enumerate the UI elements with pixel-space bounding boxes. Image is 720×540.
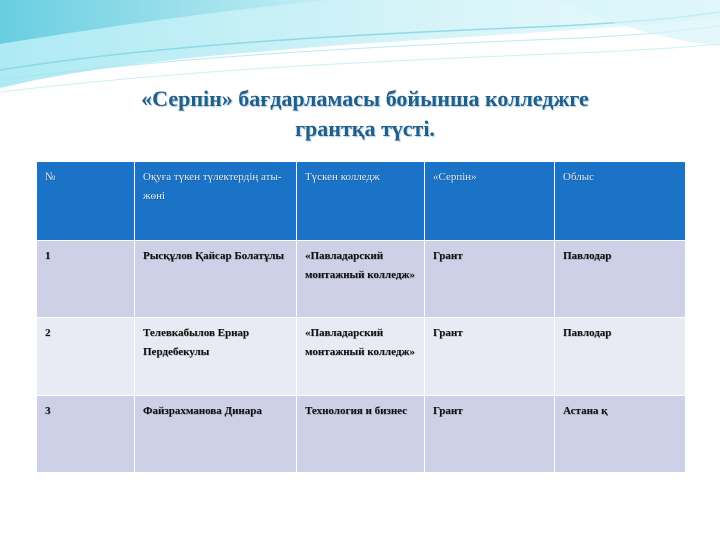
cell-student-name: Телевкабылов Ернар Пердебекулы	[135, 318, 297, 395]
cell-serpin: Грант	[425, 395, 555, 472]
cell-college: «Павладарский монтажный колледж»	[297, 241, 425, 318]
cell-college: Технология и бизнес	[297, 395, 425, 472]
header-number: №	[37, 162, 135, 241]
header-student-name: Оқуға түкен түлектердің аты-жөні	[135, 162, 297, 241]
header-college: Түскен колледж	[297, 162, 425, 241]
table-row	[37, 395, 686, 472]
cell-college: «Павладарский монтажный колледж»	[297, 318, 425, 395]
cell-number: 2	[37, 318, 135, 395]
cell-number: 3	[37, 395, 135, 472]
table-header-row	[37, 162, 686, 241]
table-row	[37, 241, 686, 318]
header-serpin: «Серпін»	[425, 162, 555, 241]
title-line-1: «Серпін» бағдарламасы бойынша колледжге	[141, 86, 589, 111]
cell-serpin: Грант	[425, 241, 555, 318]
cell-student-name: Рысқұлов Қайсар Болатұлы	[135, 241, 297, 318]
page-title	[40, 84, 690, 144]
cell-student-name: Файзрахманова Динара	[135, 395, 297, 472]
title-line-2: грантқа түсті.	[295, 116, 435, 141]
cell-number: 1	[37, 241, 135, 318]
cell-region: Астана қ	[555, 395, 686, 472]
grant-table	[36, 161, 686, 473]
table-row	[37, 318, 686, 395]
cell-serpin: Грант	[425, 318, 555, 395]
cell-region: Павлодар	[555, 318, 686, 395]
cell-region: Павлодар	[555, 241, 686, 318]
header-region: Облыс	[555, 162, 686, 241]
